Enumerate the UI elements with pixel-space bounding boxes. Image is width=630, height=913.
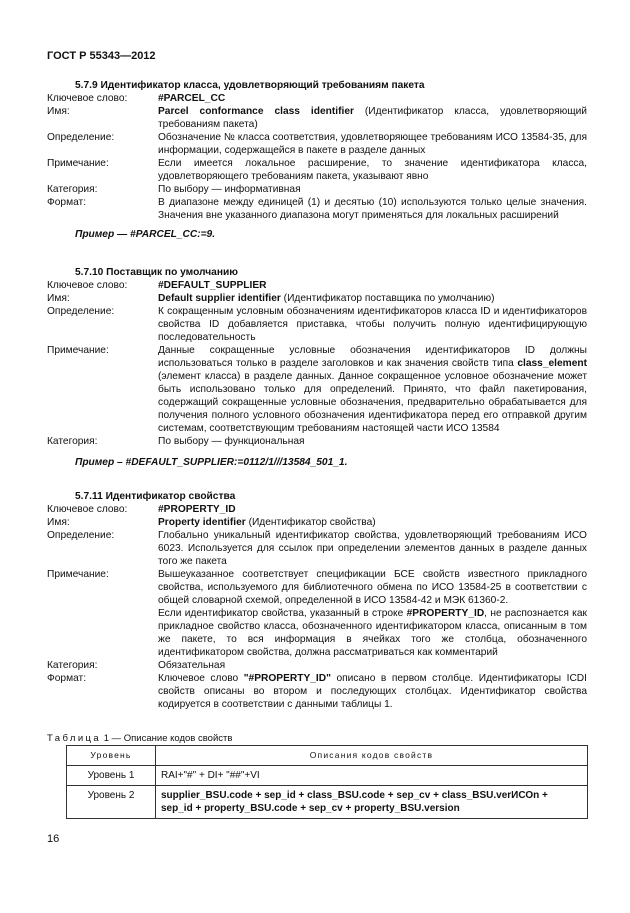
example-text: Пример — #PARCEL_CC:=9. [75,229,216,240]
note-keyword: #PROPERTY_ID [406,608,485,619]
row-label: Категория: [47,436,98,447]
table-header-row [67,746,588,766]
row-note [47,157,587,183]
format-text: В диапазоне между единицей (1) и десятью (10) используются только целые значения. Значения вне указанного диапазона могут применяться для локальных расширений [158,197,587,221]
name-value: Default supplier identifier [158,293,281,304]
format-keyword: "#PROPERTY_ID" [243,673,331,684]
table-header-description: Описания кодов свойств [156,746,588,766]
note-text-start: Данные сокращенные условные обозначения идентификаторов ID должны использоваться только в разделе заголовков и как значения свойств типа [158,345,587,369]
table-cell-description: supplier_BSU.code + sep_id + class_BSU.code + sep_cv + class_BSU.verИСОn + sep_id + property_BSU.code + sep_cv + property_BSU.version [156,786,588,819]
name-description: (Идентификатор класса, удовлетворяющий требованиям пакета) [158,106,587,130]
note-text-end: (элемент класса) в разделе данных. Данное сокращенное условное обозначение может быть использовано только для определений. Принято, что файл пакетирования, содержащий сокращенные условные обозначения, предварительно обрабатывается для получения полного условного обозначения идентификатора перед его отправкой другим системам, соответствующим требованиям настоящей части ИСО 13584 [158,371,587,434]
row-definition [47,131,587,157]
row-note [47,344,587,435]
row-label: Определение: [47,132,115,143]
row-name [47,292,587,305]
section-default-supplier [47,266,587,469]
row-label: Имя: [47,517,70,528]
format-text-end: описано в первом столбце. Идентификаторы ICDI свойств описаны во втором и последующих столбцах. Идентификатор свойства кодируется в соответствии с данными таблицы 1. [158,673,587,710]
row-label: Определение: [47,306,115,317]
row-label: Примечание: [47,569,109,580]
row-label: Определение: [47,530,115,541]
category-text: Обязательная [158,660,226,671]
table-cell-level: Уровень 1 [67,766,156,786]
note-text-end: , не распознается как прикладное свойство класса, обозначенного идентификатором класса, описанным в том же пакете, то вся информация в ячейках того же столбца, обозначенного идентификатором свойства, должна рассматриваться как комментарий [158,608,587,658]
table-cell-description: RAI+"#" + DI+ "##"+VI [156,766,588,786]
note-keyword: class_element [517,358,587,369]
row-label: Примечание: [47,158,109,169]
table-header-level: Уровень [67,746,156,766]
row-label: Категория: [47,184,98,195]
row-label: Формат: [47,197,87,208]
table-cell-level: Уровень 2 [67,786,156,819]
row-format [47,672,587,711]
row-keyword [47,279,587,292]
category-text: По выбору — информативная [158,184,301,195]
section-title: 5.7.11 Идентификатор свойства [75,491,236,502]
name-value: Property identifier [158,517,246,528]
table-row [67,766,588,786]
name-description: (Идентификатор свойства) [245,517,376,528]
row-label: Ключевое слово: [47,504,128,515]
row-note-continued [47,607,587,659]
row-label: Ключевое слово: [47,93,128,104]
row-format [47,196,587,222]
page-number: 16 [47,833,60,845]
row-name [47,105,587,131]
definition-text: К сокращенным условным обозначениям идентификаторов класса ID и идентификаторов свойства ID добавляется приставка, чтобы получить полную идентифицирующую последовательность [158,306,587,343]
note-text-start: Если идентификатор свойства, указанный в строке [158,608,407,619]
row-keyword [47,92,587,105]
row-definition [47,305,587,344]
note-text: Вышеуказанное соответствует спецификации БСЕ свойств известного прикладного свойства, используемого для библиотечного обмена по ИСО 13584-25 в соответствии с общей словарной схемой, определенной в ИСО 13584-42 и МЭК 61360-2. [158,569,587,606]
keyword-value: #PROPERTY_ID [158,504,236,515]
row-label: Имя: [47,106,70,117]
row-label: Примечание: [47,345,109,356]
property-codes-table [66,745,588,819]
section-property-id [47,490,587,711]
section-title: 5.7.10 Поставщик по умолчанию [75,267,238,278]
note-text: Если имеется локальное расширение, то значение идентификатора класса, удовлетворяющего требованиям пакета, указывают явно [158,158,587,182]
row-label: Ключевое слово: [47,280,128,291]
row-label: Имя: [47,293,70,304]
definition-text: Обозначение № класса соответствия, удовлетворяющее требованиям ИСО 13584-35, для информации, содержащейся в пакете в разделе данных [158,132,587,156]
row-name [47,516,587,529]
category-text: По выбору — функциональная [158,436,305,447]
row-category [47,435,587,448]
example-text: Пример – #DEFAULT_SUPPLIER:=0112/1///13584_501_1. [75,457,348,468]
name-description: (Идентификатор поставщика по умолчанию) [280,293,495,304]
row-keyword [47,503,587,516]
keyword-value: #PARCEL_CC [158,93,226,104]
table-caption-rest: 1 — Описание кодов свойств [101,733,233,744]
keyword-value: #DEFAULT_SUPPLIER [158,280,267,291]
row-label [47,607,158,659]
section-title: 5.7.9 Идентификатор класса, удовлетворяющий требованиям пакета [75,80,425,91]
name-value: Parcel conformance class identifier [158,106,354,117]
table-caption-prefix: Таблица [47,733,102,744]
format-text-start: Ключевое слово [158,673,244,684]
table-caption [47,732,232,745]
definition-text: Глобально уникальный идентификатор свойства, удовлетворяющий требованиям ИСО 6023. Используется для ссылок при определении элементов данных в разделе данных того же пакета [158,530,587,567]
row-category [47,659,587,672]
table-row [67,786,588,819]
row-label: Формат: [47,673,87,684]
row-label: Категория: [47,660,98,671]
row-definition [47,529,587,568]
row-category [47,183,587,196]
row-note [47,568,587,607]
section-parcel-cc [47,79,587,241]
document-header: ГОСТ Р 55343—2012 [47,50,156,62]
